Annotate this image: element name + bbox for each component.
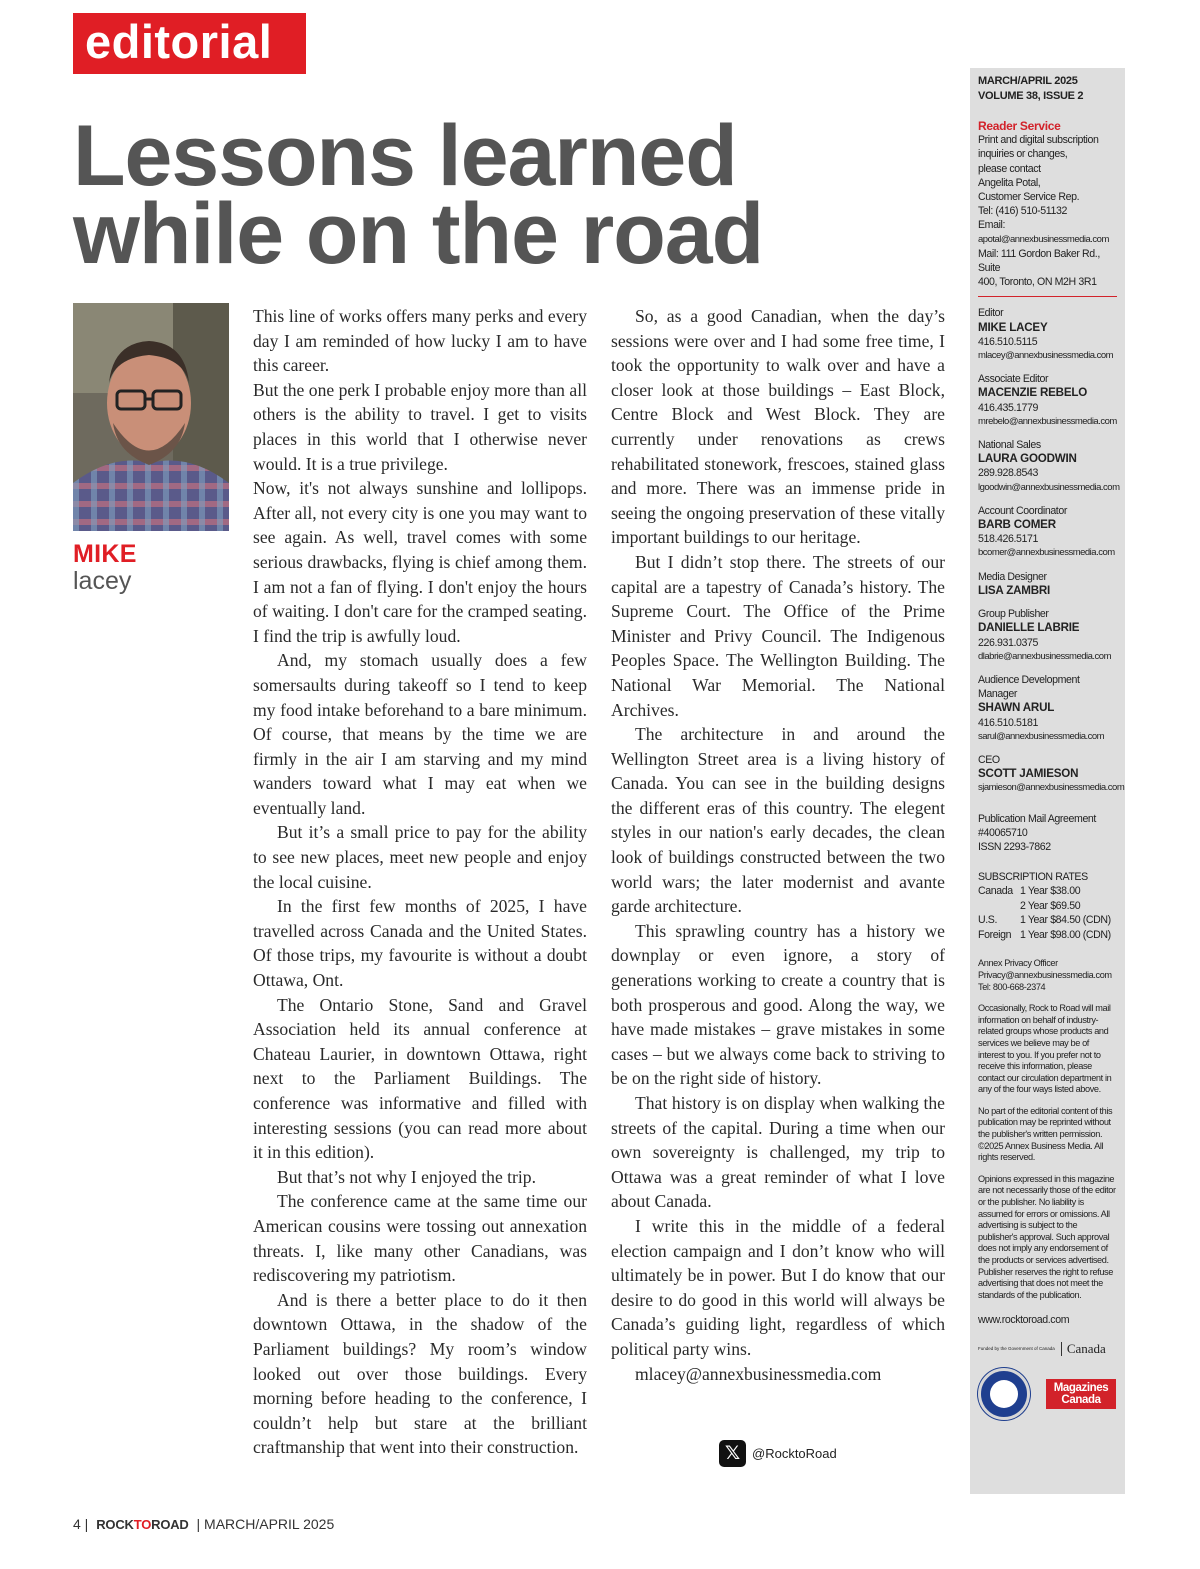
- disclaimer-notice: Opinions expressed in this magazine are not necessarily those of the editor or the publisher. No liability is assumed for errors or omissions. All advertising is subject to the publisher's approval. Such approval does not imply any endorsement of the products or services advertised. Publisher reserves the right to refuse advertising that does not meet the standards of the publication.: [978, 1173, 1116, 1300]
- article-column-1: [253, 304, 587, 1460]
- magazines-canada-logo: Magazines Canada: [1046, 1379, 1116, 1409]
- audit-seal-icon: [978, 1368, 1030, 1420]
- table-row: 2 Year $69.50: [1020, 899, 1081, 912]
- subscription-rates-table: [978, 884, 1117, 942]
- paragraph: In the first few months of 2025, I have travelled across Canada and the United States. Of those trips, my favourite is without a doubt Ottawa, Ont.: [253, 896, 587, 991]
- staff-account-coordinator: Account Coordinator BARB COMER 518.426.5171 bcomer@annexbusinessmedia.com: [978, 504, 1117, 561]
- copyright-notice: No part of the editorial content of this publication may be reprinted without the publisher's written permission. ©2025 Annex Business Media. All rights reserved.: [978, 1105, 1113, 1163]
- page-number: 4: [73, 1516, 81, 1532]
- paragraph: Now, it's not always sunshine and lollipops. After all, not every city is one you may want to see again. As well, travel comes with some serious drawbacks, flying is chief among them. I am not a fan of flying. I don't enjoy the hours of waiting. I don't care for the cramped seating. I find the trip is awfully loud.: [253, 478, 587, 646]
- section-tag: editorial: [73, 13, 306, 74]
- issue-volume: VOLUME 38, ISSUE 2: [978, 90, 1084, 102]
- staff-associate-editor: Associate Editor MACENZIE REBELO 416.435.1779 mrebelo@annexbusinessmedia.com: [978, 372, 1117, 429]
- paragraph: And is there a better place to do it then downtown Ottawa, in the shadow of the Parliament buildings? My room’s window looked out over those buildings. Every morning before heading to the conference, I couldn’t help but stare at the brilliant craftmanship that went into their construction.: [253, 1289, 587, 1458]
- issue-date: MARCH/APRIL 2025: [978, 75, 1078, 87]
- paragraph: But the one perk I probable enjoy more than all others is the ability to travel. I get to visits places in this world that I otherwise never would. It is a true privilege.: [253, 379, 587, 474]
- social-handle-text[interactable]: @RocktoRoad: [752, 1446, 837, 1461]
- table-row: Foreign 1 Year $98.00 (CDN): [978, 928, 1111, 941]
- publication-mail-info: Publication Mail Agreement #40065710 ISSN 2293-7862: [978, 812, 1096, 853]
- signature-email[interactable]: mlacey@annexbusinessmedia.com: [635, 1363, 882, 1384]
- paragraph: And, my stomach usually does a few somersaults during takeoff so I tend to keep my food intake beforehand to a bare minimum. Of course, that means by the time we are firmly in the air I am starving and my mind wanders toward what I may eat when we eventually land.: [253, 650, 587, 818]
- footer-divider: |: [80, 1516, 93, 1532]
- footer-issue: MARCH/APRIL 2025: [204, 1516, 335, 1532]
- author-last-name: lacey: [73, 567, 132, 595]
- website-link[interactable]: www.rocktoroad.com: [978, 1314, 1070, 1327]
- divider: [978, 296, 1117, 297]
- staff-email[interactable]: sjamieson@annexbusinessmedia.com: [978, 782, 1125, 794]
- paragraph: But I didn’t stop there. The streets of our capital are a tapestry of Canada’s history. The Supreme Court. The Office of the Prime Minister and Privy Council. The Indigenous Peoples Space. The Wellington Building. The National War Memorial. The National Archives.: [611, 551, 945, 720]
- reader-service-email[interactable]: apotal@annexbusinessmedia.com: [978, 233, 1109, 245]
- author-photo: [73, 303, 229, 531]
- privacy-email[interactable]: Privacy@annexbusinessmedia.com: [978, 969, 1112, 980]
- paragraph: The Ontario Stone, Sand and Gravel Association held its annual conference at Chateau Laurier, in downtown Ottawa, right next to the Parliament Buildings. The conference was informative and filled with interesting sessions (you can read more about it in this edition).: [253, 994, 587, 1163]
- paragraph: This line of works offers many perks and every day I am reminded of how lucky I am to have this career.: [253, 306, 587, 376]
- social-handle[interactable]: [719, 1440, 837, 1467]
- masthead-sidebar: [970, 68, 1125, 1494]
- brand-logo: ROCKTOROAD: [96, 1516, 189, 1532]
- author-byline: [73, 540, 137, 594]
- footer-divider: |: [192, 1516, 205, 1532]
- paragraph: That history is on display when walking the streets of the capital. During a time when our own sovereignty is challenged, my trip to Ottawa was a great reminder of what I love about Canada.: [611, 1093, 945, 1212]
- headline-line-1: Lessons learned: [73, 108, 737, 204]
- article-column-2: [611, 304, 945, 1386]
- author-first-name: MIKE: [73, 540, 137, 568]
- paragraph: The conference came at the same time our American cousins were tossing out annexation threats. I, like many other Canadians, was rediscovering my patriotism.: [253, 1191, 587, 1286]
- staff-email[interactable]: dlabrie@annexbusinessmedia.com: [978, 650, 1112, 662]
- staff-email[interactable]: mrebelo@annexbusinessmedia.com: [978, 415, 1117, 427]
- paragraph: But that’s not why I enjoyed the trip.: [277, 1166, 536, 1187]
- page-footer: [73, 1516, 334, 1532]
- staff-email[interactable]: mlacey@annexbusinessmedia.com: [978, 350, 1114, 362]
- staff-national-sales: National Sales LAURA GOODWIN 289.928.8543 lgoodwin@annexbusinessmedia.com: [978, 438, 1117, 495]
- headline-line-2: while on the road: [73, 186, 764, 282]
- x-logo-icon: 𝕏: [719, 1440, 746, 1467]
- paragraph: I write this in the middle of a federal election campaign and I don’t know who will ultimately be in power. But I do know that our desire to do good in this world will always be Canada’s guiding light, regardless of which political party wins.: [611, 1215, 945, 1359]
- subscription-rates-title: SUBSCRIPTION RATES: [978, 871, 1088, 884]
- canada-wordmark: Canada: [1061, 1342, 1106, 1356]
- paragraph: But it’s a small price to pay for the ability to see new places, meet new people and enjoy the local cuisine.: [253, 822, 587, 892]
- staff-media-designer: Media Designer LISA ZAMBRI: [978, 570, 1051, 597]
- paragraph: So, as a good Canadian, when the day’s sessions were over and I had some free time, I took the opportunity to walk over and have a closer look at those buildings – East Block, Centre Block and West Block. They are currently under renovations as crews rehabilitated stonework, frescoes, stained glass and more. There was an immense pride in seeing the ongoing preservation of these vitally important buildings to our heritage.: [611, 306, 945, 548]
- funded-by-canada: Funded by the Government of Canada Canada: [978, 1340, 1106, 1356]
- paragraph: The architecture in and around the Wellington Street area is a living history of Canada. You can see in the building designs the different eras of this country. The elegent styles in our nation's early decades, the clean look of buildings constructed between the two world wars; the later modernist and avante garde architecture.: [611, 724, 945, 917]
- reader-service-info: Print and digital subscription inquiries or changes, please contact Angelita Potal, Customer Service Rep. Tel: (416) 510-51132 Email: apotal@annexbusinessmedia.com Mail: 111 Gordon Baker Rd., Suite 400, Toronto, ON M2H 3R1: [978, 133, 1117, 289]
- staff-email[interactable]: sarul@annexbusinessmedia.com: [978, 730, 1105, 742]
- reader-service-title: Reader Service: [978, 119, 1061, 133]
- page-title: [73, 108, 953, 282]
- mailing-notice: Occasionally, Rock to Road will mail information on behalf of industry-related groups whose products and services we believe may be of interest to you. If you prefer not to receive this information, please contact our circulation department in any of the four ways listed above.: [978, 1003, 1112, 1095]
- table-row: Canada 1 Year $38.00: [978, 885, 1081, 898]
- table-row: U.S. 1 Year $84.50 (CDN): [978, 914, 1111, 927]
- partner-logos: [978, 1368, 1117, 1420]
- staff-editor: Editor MIKE LACEY 416.510.5115 mlacey@annexbusinessmedia.com: [978, 306, 1117, 363]
- privacy-officer: Annex Privacy Officer Privacy@annexbusinessmedia.com Tel: 800-668-2374: [978, 958, 1117, 993]
- staff-ceo: CEO SCOTT JAMIESON sjamieson@annexbusinessmedia.com: [978, 753, 1117, 796]
- paragraph: This sprawling country has a history we downplay or even ignore, a story of generations working to create a country that is both prosperous and good. Along the way, we have made mistakes – grave mistakes in some cases – but we always come back to striving to be on the right side of history.: [611, 920, 945, 1089]
- staff-group-publisher: Group Publisher DANIELLE LABRIE 226.931.0375 dlabrie@annexbusinessmedia.com: [978, 607, 1117, 664]
- staff-email[interactable]: bcomer@annexbusinessmedia.com: [978, 547, 1115, 559]
- staff-audience-development: Audience Development Manager SHAWN ARUL 416.510.5181 sarul@annexbusinessmedia.com: [978, 673, 1117, 744]
- staff-email[interactable]: lgoodwin@annexbusinessmedia.com: [978, 481, 1120, 493]
